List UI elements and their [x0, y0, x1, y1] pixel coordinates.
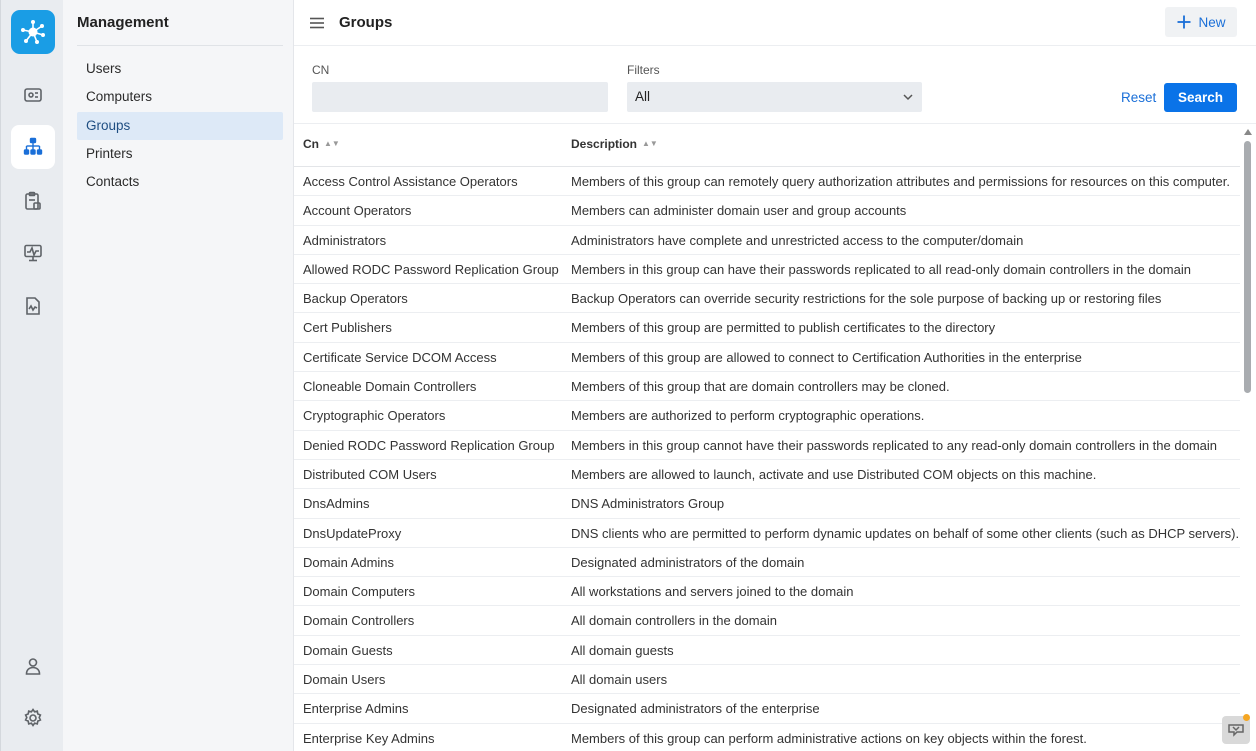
new-button-label: New	[1198, 14, 1226, 30]
table-row[interactable]	[294, 665, 1242, 694]
table-header	[294, 125, 1242, 167]
cn-input[interactable]	[312, 82, 608, 112]
main-content	[294, 0, 1256, 751]
table-row[interactable]	[294, 167, 1242, 196]
cell-cn: Denied RODC Password Replication Group	[303, 437, 555, 453]
feedback-icon	[1227, 721, 1245, 739]
notification-dot	[1243, 714, 1250, 721]
gear-icon	[22, 707, 44, 729]
table-row[interactable]	[294, 519, 1242, 548]
cell-description: Members of this group are allowed to connect to Certification Authorities in the enterprise	[571, 349, 1082, 365]
cell-description: Designated administrators of the domain	[571, 554, 805, 570]
clipboard-icon	[22, 190, 44, 212]
icon-rail	[0, 0, 63, 751]
rail-dashboard-button[interactable]	[11, 73, 55, 117]
cell-description: Designated administrators of the enterprise	[571, 701, 820, 717]
column-header-cn-label: Cn	[303, 137, 319, 151]
cell-description: DNS clients who are permitted to perform dynamic updates on behalf of some other clients (such as DHCP servers).	[571, 525, 1240, 541]
cell-cn: Access Control Assistance Operators	[303, 174, 518, 189]
rail-reports-button[interactable]	[11, 284, 55, 328]
page-title: Groups	[339, 14, 393, 31]
table-body	[294, 167, 1242, 751]
cell-description: Members in this group cannot have their passwords replicated to any read-only domain controllers in the domain	[571, 437, 1218, 453]
table-row[interactable]	[294, 724, 1242, 751]
rail-monitor-button[interactable]	[11, 231, 55, 275]
table-row[interactable]	[294, 460, 1242, 489]
rail-management-button[interactable]	[11, 125, 55, 169]
scroll-up-arrow-icon[interactable]	[1244, 129, 1252, 135]
cell-cn: Enterprise Admins	[303, 701, 409, 717]
table-row[interactable]	[294, 489, 1242, 518]
cell-description: Members of this group can perform administrative actions on key objects within the forest.	[571, 730, 1087, 746]
cell-description: All domain controllers in the domain	[571, 613, 777, 629]
user-icon	[22, 655, 44, 677]
cell-cn: Domain Computers	[303, 584, 415, 600]
cell-cn: Cert Publishers	[303, 320, 392, 336]
rail-user-button[interactable]	[11, 644, 55, 688]
rail-policies-button[interactable]	[11, 179, 55, 223]
filter-bar	[294, 46, 1256, 124]
column-header-description-label: Description	[571, 137, 638, 151]
cell-cn: Domain Controllers	[303, 613, 415, 629]
filters-label: Filters	[627, 63, 660, 77]
cell-cn: Backup Operators	[303, 291, 408, 307]
top-bar	[294, 0, 1256, 46]
cell-cn: Enterprise Key Admins	[303, 730, 435, 746]
table-row[interactable]	[294, 606, 1242, 635]
table-row[interactable]	[294, 577, 1242, 606]
column-header-description[interactable]	[571, 137, 658, 151]
table-row[interactable]	[294, 694, 1242, 723]
table-row[interactable]	[294, 431, 1242, 460]
cell-cn: DnsAdmins	[303, 496, 370, 512]
sidebar-item-computers[interactable]: Computers	[86, 89, 153, 104]
cell-cn: Domain Guests	[303, 642, 393, 658]
scrollbar-thumb[interactable]	[1244, 141, 1251, 393]
cell-description: Members are authorized to perform cryptographic operations.	[571, 408, 925, 424]
table-row[interactable]	[294, 548, 1242, 577]
sort-icon: ▲▼	[324, 139, 340, 148]
column-header-cn[interactable]	[303, 137, 340, 151]
table-row[interactable]	[294, 255, 1242, 284]
table-row[interactable]	[294, 636, 1242, 665]
cell-description: All domain users	[571, 672, 668, 688]
table-scrollbar[interactable]	[1240, 125, 1256, 751]
dashboard-icon	[22, 84, 44, 106]
sidebar-item-users[interactable]: Users	[86, 61, 122, 76]
cell-cn: Domain Users	[303, 672, 386, 688]
search-button[interactable]: Search	[1164, 83, 1237, 112]
cell-cn: Cloneable Domain Controllers	[303, 379, 477, 395]
cell-description: Members of this group can remotely query authorization attributes and permissions for resources on this computer.	[571, 174, 1230, 189]
cell-description: Members are allowed to launch, activate and use Distributed COM objects on this machine.	[571, 466, 1097, 482]
cell-cn: Allowed RODC Password Replication Group	[303, 261, 559, 277]
rail-settings-button[interactable]	[11, 696, 55, 740]
cell-description: Members of this group that are domain controllers may be cloned.	[571, 379, 950, 395]
sort-icon: ▲▼	[642, 139, 658, 148]
cell-cn: Domain Admins	[303, 554, 395, 570]
table-row[interactable]	[294, 284, 1242, 313]
cell-cn: Account Operators	[303, 203, 412, 219]
sidebar-divider	[77, 45, 283, 46]
sidebar-title: Management	[77, 14, 169, 31]
cell-description: All domain guests	[571, 642, 674, 658]
chevron-down-icon	[902, 91, 914, 103]
document-sign-icon	[22, 295, 44, 317]
cn-label: CN	[312, 63, 330, 77]
sidebar-item-contacts[interactable]: Contacts	[86, 174, 140, 189]
table-row[interactable]	[294, 401, 1242, 430]
new-button[interactable]	[1165, 7, 1237, 37]
table-row[interactable]	[294, 226, 1242, 255]
table-row[interactable]	[294, 196, 1242, 225]
app-logo[interactable]	[11, 10, 55, 54]
cell-description: Backup Operators can override security restrictions for the sole purpose of backing up or restoring files	[571, 291, 1162, 307]
reset-button[interactable]: Reset	[1121, 90, 1157, 105]
org-chart-icon	[22, 136, 44, 158]
cell-cn: Certificate Service DCOM Access	[303, 349, 497, 365]
table-row[interactable]	[294, 372, 1242, 401]
cell-description: All workstations and servers joined to the domain	[571, 584, 854, 600]
groups-table	[294, 125, 1242, 751]
cell-cn: Cryptographic Operators	[303, 408, 446, 424]
cell-description: Administrators have complete and unrestricted access to the computer/domain	[571, 232, 1024, 248]
plus-icon	[1176, 14, 1192, 30]
sidebar-item-groups[interactable]: Groups	[77, 112, 283, 140]
feedback-button[interactable]	[1222, 716, 1250, 744]
cell-cn: Distributed COM Users	[303, 466, 437, 482]
filters-select-value: All	[635, 89, 651, 104]
filters-select[interactable]	[627, 82, 922, 112]
management-sidebar	[63, 0, 294, 751]
cell-cn: DnsUpdateProxy	[303, 525, 402, 541]
cell-description: Members of this group are permitted to publish certificates to the directory	[571, 320, 996, 336]
network-logo-icon	[19, 18, 47, 46]
table-row[interactable]	[294, 313, 1242, 342]
cell-description: Members in this group can have their passwords replicated to all read-only domain controllers in the domain	[571, 261, 1191, 277]
monitor-icon	[22, 242, 44, 264]
cell-cn: Administrators	[303, 232, 387, 248]
sidebar-item-printers[interactable]: Printers	[86, 146, 133, 161]
hamburger-menu-icon[interactable]	[308, 14, 326, 32]
cell-description: DNS Administrators Group	[571, 496, 725, 512]
table-row[interactable]	[294, 343, 1242, 372]
cell-description: Members can administer domain user and group accounts	[571, 203, 907, 219]
